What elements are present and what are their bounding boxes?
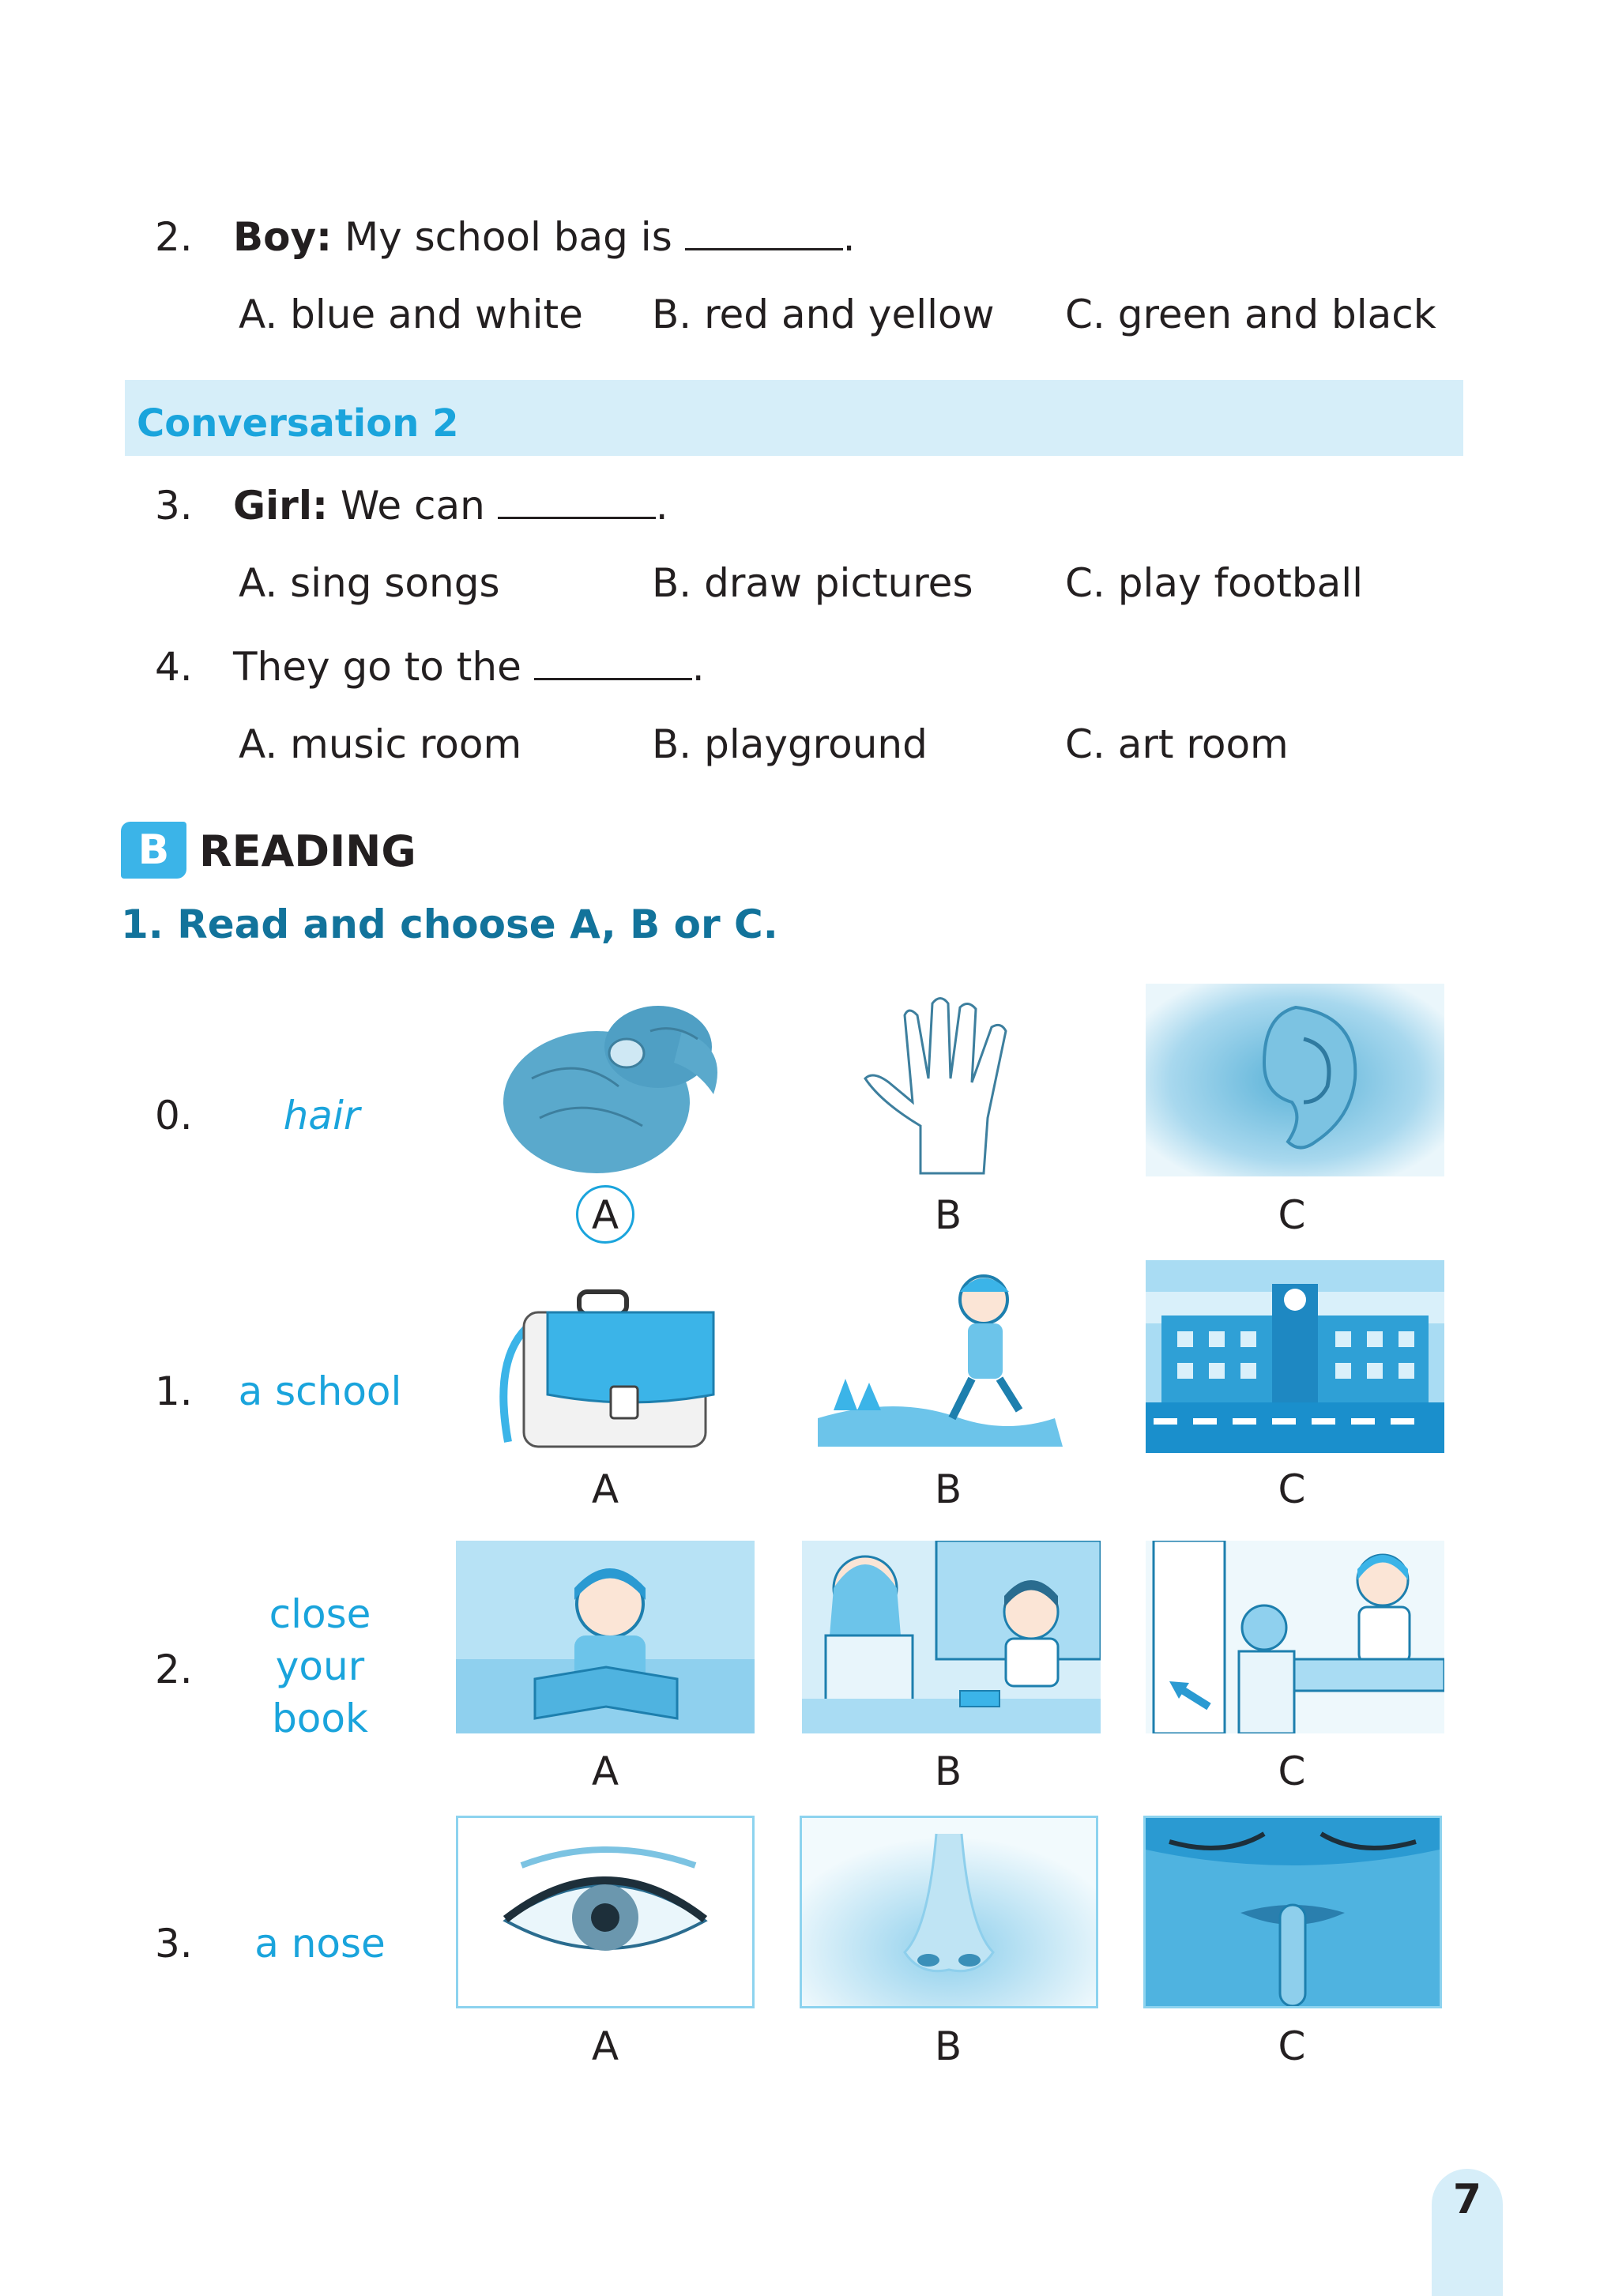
row-2-word-line-3: book <box>272 1696 368 1741</box>
reading-task-title: 1. Read and choose A, B or C. <box>121 901 778 947</box>
row-0-letter-b: B <box>934 1192 962 1238</box>
question-2-option-b: B. red and yellow <box>652 292 995 337</box>
speaker-boy: Boy: <box>233 214 333 260</box>
question-2-end: . <box>842 214 856 260</box>
school-building-picture[interactable] <box>1146 1260 1444 1453</box>
conversation-2-title: Conversation 2 <box>137 401 459 446</box>
question-3-text: We can <box>340 483 485 529</box>
hair-bun-picture[interactable] <box>461 984 759 1176</box>
question-3-end: . <box>655 483 668 529</box>
girl-running-icon <box>802 1260 1101 1453</box>
hair-bun-icon <box>461 984 759 1176</box>
question-2-stem <box>233 213 856 261</box>
eye-icon <box>458 1818 752 2006</box>
mouth-icon <box>1146 1818 1440 2006</box>
girl-closing-book-picture[interactable] <box>802 1541 1101 1733</box>
ear-icon <box>1146 984 1444 1176</box>
row-3-number: 3. <box>155 1921 193 1967</box>
row-2-letter-a: A <box>591 1748 619 1794</box>
question-3-stem <box>233 482 668 529</box>
question-4-text: They go to the <box>233 644 521 690</box>
mouth-picture[interactable] <box>1143 1816 1442 2008</box>
nose-icon <box>802 1818 1096 2006</box>
question-3-option-c: C. play football <box>1065 560 1364 606</box>
nose-picture[interactable] <box>800 1816 1098 2008</box>
question-4-option-c: C. art room <box>1065 721 1289 767</box>
row-1-letter-c: C <box>1278 1466 1306 1512</box>
row-0-letter-a: A <box>591 1192 619 1238</box>
row-3-letter-b: B <box>934 2023 962 2069</box>
row-2-letter-b: B <box>934 1748 962 1794</box>
page-number: 7 <box>1452 2176 1482 2223</box>
row-3-word: a nose <box>254 1921 386 1967</box>
question-3-number: 3. <box>155 483 193 529</box>
row-2-letter-c: C <box>1278 1748 1306 1794</box>
school-bag-icon <box>461 1260 759 1453</box>
question-2-option-c: C. green and black <box>1065 292 1436 337</box>
reading-section-title: READING <box>199 826 416 876</box>
girl-closing-book-icon <box>802 1541 1101 1733</box>
hand-picture[interactable] <box>802 984 1101 1176</box>
eye-picture[interactable] <box>456 1816 755 2008</box>
section-b-badge: B <box>121 822 186 879</box>
row-0-word: hair <box>283 1093 360 1139</box>
girl-reading-book-picture[interactable] <box>456 1541 755 1733</box>
row-0-number: 0. <box>155 1093 193 1139</box>
answer-blank <box>498 484 656 519</box>
question-4-option-a: A. music room <box>239 721 522 767</box>
question-3-option-a: A. sing songs <box>239 560 500 606</box>
answer-blank <box>685 216 843 250</box>
row-2-word-line-2: your <box>275 1643 365 1689</box>
row-0-letter-c: C <box>1278 1192 1306 1238</box>
question-4-end: . <box>691 644 705 690</box>
row-2-number: 2. <box>155 1647 193 1692</box>
question-2-option-a: A. blue and white <box>239 292 583 337</box>
question-4-number: 4. <box>155 644 193 690</box>
ear-picture[interactable] <box>1146 984 1444 1176</box>
speaker-girl: Girl: <box>233 483 328 529</box>
row-1-number: 1. <box>155 1368 193 1414</box>
question-2-number: 2. <box>155 214 193 260</box>
boy-opening-door-picture[interactable] <box>1146 1541 1444 1733</box>
hand-icon <box>802 984 1101 1176</box>
row-1-word: a school <box>238 1368 402 1414</box>
girl-running-picture[interactable] <box>802 1260 1101 1453</box>
school-building-icon <box>1146 1260 1444 1453</box>
row-2-word-line-1: close <box>269 1591 371 1637</box>
answer-blank <box>534 646 692 680</box>
row-3-letter-c: C <box>1278 2023 1306 2069</box>
row-3-letter-a: A <box>591 2023 619 2069</box>
question-4-stem <box>233 643 705 691</box>
school-bag-picture[interactable] <box>461 1260 759 1453</box>
question-4-option-b: B. playground <box>652 721 928 767</box>
girl-reading-icon <box>456 1541 755 1733</box>
question-2-text: My school bag is <box>344 214 672 260</box>
row-1-letter-a: A <box>591 1466 619 1512</box>
boy-opening-door-icon <box>1146 1541 1444 1733</box>
row-1-letter-b: B <box>934 1466 962 1512</box>
question-3-option-b: B. draw pictures <box>652 560 973 606</box>
